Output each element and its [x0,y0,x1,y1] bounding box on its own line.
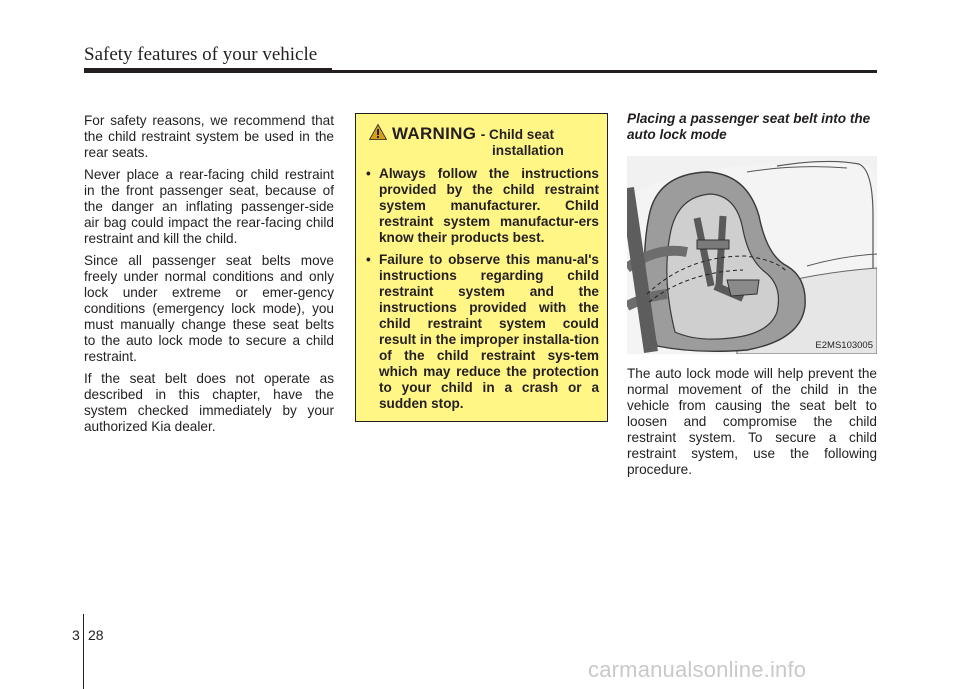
warning-item-text: Failure to observe this manu-al's instructions regarding child restraint system and the instructions provided with the child restraint system could result in the improper installa-tion of the child restraint sys-tem which may reduce the protection to your child in a crash or a sudden stop. [379,252,599,411]
child-seat-drawing [627,156,877,354]
chapter-number: 3 [72,627,80,643]
left-column [84,113,334,441]
warning-item-2 [366,252,599,412]
page-number: 28 [88,627,104,643]
left-paragraph-4: If the seat belt does not operate as described in this chapter, have the system checked immediately by your authorized Kia dealer. [84,371,334,434]
page-section-title: Safety features of your vehicle [84,44,318,65]
section-heading: Placing a passenger seat belt into the auto lock mode [627,111,871,142]
left-paragraph-1: For safety reasons, we recommend that the child restraint system be used in the rear seats. [84,113,334,160]
warning-subtitle: - Child seat [480,127,554,142]
warning-heading [392,124,602,158]
warning-title: WARNING [392,124,477,143]
left-paragraph-2: Never place a rear-facing child restraint in the front passenger seat, because of the danger an inflating passenger-side air bag could impact the rear-facing child restraint and kill the child. [84,167,334,246]
warning-list [366,166,599,418]
footer-divider [83,614,84,689]
warning-triangle-icon [369,124,387,140]
bullet: • [366,252,371,267]
figure-code: E2MS103005 [815,340,873,351]
header-rule-accent [84,68,332,73]
left-paragraph-3: Since all passenger seat belts move freely under normal conditions and only lock under extreme or emer-gency conditions (emergency lock mode), you must manually change these seat belts to the auto lock mode to secure a child restraint. [84,253,334,364]
child-seat-illustration [627,156,877,354]
watermark: carmanualsonline.info [588,657,807,682]
bullet: • [366,166,371,181]
warning-subtitle-line-2: installation [492,143,564,158]
warning-item-1 [366,166,599,246]
warning-item-text: Always follow the instructions provided by the child restraint system manufacturer. Child restraint system manufactur-ers know their products best. [379,166,599,245]
warning-box [355,113,608,422]
right-body-text: The auto lock mode will help prevent the normal movement of the child in the vehicle from causing the seat belt to loosen and compromise the child restraint system. To secure a child restraint system, use the following procedure. [627,366,877,477]
